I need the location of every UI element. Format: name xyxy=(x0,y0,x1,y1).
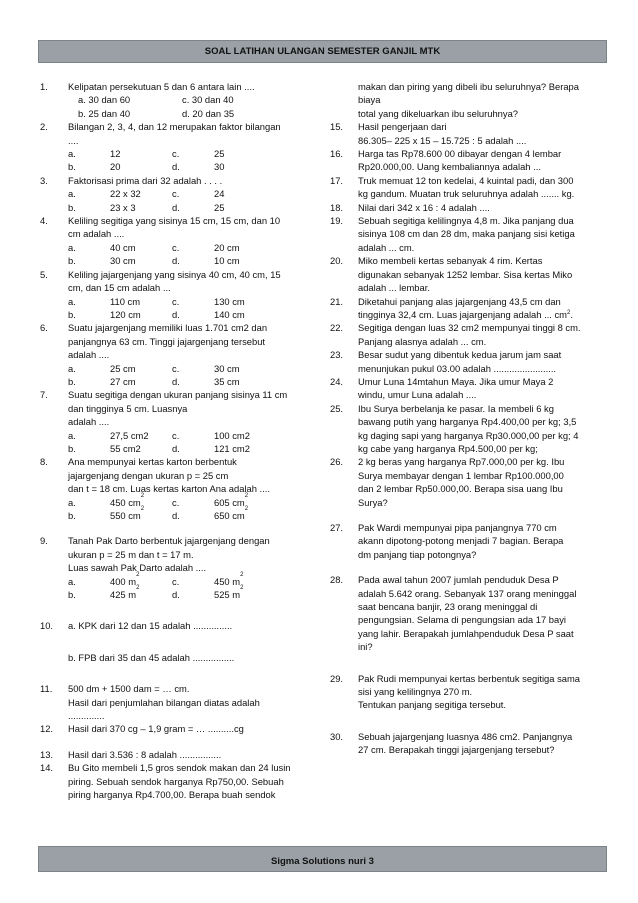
option-letter: d. xyxy=(172,201,180,213)
option-c: 130 cm xyxy=(214,295,245,307)
option-d: 35 cm xyxy=(214,375,240,387)
option-letter: b. xyxy=(68,201,76,213)
question-text: Sebuah jajargenjang luasnya 486 cm2. Panjangnya xyxy=(358,730,573,742)
option-letter: a. xyxy=(68,362,76,374)
question-26 xyxy=(330,455,610,509)
question-text: pengungsian. Selama di pengungsian ada 17 bayi xyxy=(358,614,566,626)
question-text: .............. xyxy=(68,710,105,722)
question-text: Rp20.000,00. Uang kembaliannya adalah ... xyxy=(358,161,541,173)
question-text: cm, dan 15 cm adalah ... xyxy=(68,282,171,294)
option-letter: c. xyxy=(172,362,180,374)
right-column xyxy=(330,80,610,757)
question-text: Keliling jajargenjang yang sisinya 40 cm, 40 cm, 15 xyxy=(68,268,281,280)
superscript: 2 xyxy=(136,585,140,592)
question-text: Panjang alasnya adalah ... cm. xyxy=(358,335,487,347)
option-c: 450 m xyxy=(214,575,241,587)
option-a: 450 cm xyxy=(110,496,141,508)
question-9 xyxy=(40,534,318,601)
option-letter: b. xyxy=(68,510,76,521)
question-text: 86.305– 225 x 15 – 15.725 : 5 adalah .... xyxy=(358,134,527,146)
question-number: 30. xyxy=(330,730,344,742)
option-letter: a. xyxy=(68,148,76,160)
option-letter: d. xyxy=(172,255,180,267)
question-text: adalah ... cm. xyxy=(358,241,415,253)
question-number: 22. xyxy=(330,322,344,334)
question-number: 13. xyxy=(40,748,54,760)
question-3 xyxy=(40,174,318,214)
question-text: saat bencana banjir, 23 orang meninggal di xyxy=(358,601,538,613)
question-14 xyxy=(40,761,318,801)
question-text: Miko membeli kertas sebanyak 4 rim. Kertas xyxy=(358,255,543,267)
question-text: adalah 5.642 orang. Sebanyak 137 orang meninggal xyxy=(358,587,577,599)
question-27 xyxy=(330,521,610,561)
question-text: Surya? xyxy=(358,496,388,508)
option-b: 425 m xyxy=(110,589,137,601)
question-text: Sebuah segitiga kelilingnya 4,8 m. Jika panjang dua xyxy=(358,215,574,227)
option-b: 23 x 3 xyxy=(110,201,136,213)
option-d: d. 20 dan 35 xyxy=(182,107,235,119)
question-text: dm panjang tiap potongnya? xyxy=(358,548,477,560)
option-c: c. 30 dan 40 xyxy=(182,94,234,106)
option-a: 22 x 32 xyxy=(110,188,141,200)
question-text: menunjukan pukul 03.00 adalah ........................ xyxy=(358,362,557,374)
superscript: 2 xyxy=(566,309,571,316)
question-number: 17. xyxy=(330,174,344,186)
option-c: 25 xyxy=(214,148,225,160)
question-2 xyxy=(40,120,318,174)
question-number: 9. xyxy=(40,535,48,547)
option-c: 20 cm xyxy=(214,241,240,253)
question-number: 12. xyxy=(40,723,54,735)
question-21 xyxy=(330,295,610,322)
question-number: 4. xyxy=(40,215,48,227)
question-number: 18. xyxy=(330,201,344,213)
superscript: 2 xyxy=(244,506,249,512)
question-text: Faktorisasi prima dari 32 adalah . . . . xyxy=(68,174,223,186)
question-text: Suatu segitiga dengan ukuran panjang sisinya 11 cm xyxy=(68,389,288,401)
question-text: sisinya 108 cm dan 28 dm, maka panjang sisi ketiga xyxy=(358,228,575,240)
option-b: b. 25 dan 40 xyxy=(78,107,131,119)
option-letter: b. xyxy=(68,442,76,454)
option-letter: d. xyxy=(172,589,180,601)
question-5 xyxy=(40,268,318,322)
question-20 xyxy=(330,254,610,294)
question-number: 15. xyxy=(330,121,344,133)
option-letter: d. xyxy=(172,510,180,521)
question-23 xyxy=(330,348,610,375)
option-c: 24 xyxy=(214,188,225,200)
question-text: piring. Sebuah sendok harganya Rp750,00. Sebuah xyxy=(68,775,284,787)
question-text: Suatu jajargenjang memiliki luas 1.701 cm2 dan xyxy=(68,322,268,334)
question-number: 23. xyxy=(330,349,344,361)
option-b: 20 xyxy=(110,161,121,173)
option-letter: c. xyxy=(172,429,180,441)
question-18 xyxy=(330,201,610,214)
superscript: 2 xyxy=(140,492,145,499)
question-text: Bu Gito membeli 1,5 gros sendok makan dan 24 lusin xyxy=(68,762,291,774)
question-number: 3. xyxy=(40,174,48,186)
option-letter: c. xyxy=(172,188,180,200)
question-number: 10. xyxy=(40,620,54,632)
option-letter: a. xyxy=(68,241,76,253)
question-text: Ibu Surya berbelanja ke pasar. Ia membeli 6 kg xyxy=(358,402,554,414)
question-12 xyxy=(40,722,318,735)
option-a: a. 30 dan 60 xyxy=(78,94,131,106)
option-letter: a. xyxy=(68,295,76,307)
question-text: sisi yang kelilingnya 270 m. xyxy=(358,686,473,698)
question-text: piring harganya Rp4.700,00. Berapa buah sendok xyxy=(68,789,276,801)
question-text: Pak Wardi mempunyai pipa panjangnya 770 cm xyxy=(358,522,557,533)
option-c: 30 cm xyxy=(214,362,240,374)
option-letter: d. xyxy=(172,161,180,173)
question-text: 27 cm. Berapakah tinggi jajargenjang tersebut? xyxy=(358,744,555,756)
question-number: 29. xyxy=(330,672,344,684)
question-text: Umur Luna 14mtahun Maya. Jika umur Maya 2 xyxy=(358,375,554,387)
option-letter: b. xyxy=(68,308,76,320)
question-text: windu, umur Luna adalah .... xyxy=(358,389,477,401)
option-a: 25 cm xyxy=(110,362,136,374)
question-text: Pak Rudi mempunyai kertas berbentuk segitiga sama xyxy=(358,672,580,684)
question-13 xyxy=(40,748,318,761)
left-column xyxy=(40,80,318,802)
option-a: 400 m xyxy=(110,575,137,587)
question-24 xyxy=(330,375,610,402)
question-22 xyxy=(330,321,610,348)
question-text: kg gandum. Muatan truk seluruhnya adalah ....... kg. xyxy=(358,188,575,200)
question-text: Diketahui panjang alas jajargenjang 43,5 cm dan xyxy=(358,295,561,307)
question-number: 1. xyxy=(40,81,48,92)
question-number: 25. xyxy=(330,402,344,414)
question-text: ini? xyxy=(358,641,373,653)
option-letter: c. xyxy=(172,295,180,307)
option-letter: c. xyxy=(172,148,180,160)
option-letter: b. xyxy=(68,589,76,601)
question-text: b. FPB dari 35 dan 45 adalah ................ xyxy=(68,651,235,663)
option-d: 25 xyxy=(214,201,225,213)
option-d: 30 xyxy=(214,161,225,173)
option-b: 55 cm2 xyxy=(110,442,141,454)
option-letter: a. xyxy=(68,496,76,508)
question-text: 500 dm + 1500 dam = … cm. xyxy=(68,683,190,695)
question-number: 16. xyxy=(330,148,344,160)
question-text: kg daging sapi yang harganya Rp30.000,00 per kg; 4 xyxy=(358,429,579,441)
question-19 xyxy=(330,214,610,254)
question-text: cm adalah .... xyxy=(68,228,125,240)
question-number: 8. xyxy=(40,456,48,468)
question-text: akann dipotong-potong menjadi 7 bagian. Berapa xyxy=(358,535,564,547)
question-text: .... xyxy=(68,134,79,146)
option-b: 30 cm xyxy=(110,255,136,267)
question-15 xyxy=(330,120,610,147)
question-text: Luas sawah Pak Darto adalah .... xyxy=(68,562,207,574)
superscript: 2 xyxy=(140,506,145,512)
option-letter: d. xyxy=(172,375,180,387)
option-letter: c. xyxy=(172,241,180,253)
question-text: Segitiga dengan luas 32 cm2 mempunyai tinggi 8 cm. xyxy=(358,322,581,334)
question-number: 14. xyxy=(40,762,54,774)
option-letter: a. xyxy=(68,188,76,200)
question-number: 7. xyxy=(40,389,48,401)
question-4 xyxy=(40,214,318,268)
superscript: 2 xyxy=(244,492,249,499)
question-number: 19. xyxy=(330,215,344,227)
question-text: Pada awal tahun 2007 jumlah penduduk Desa P xyxy=(358,574,559,586)
question-text: Besar sudut yang dibentuk kedua jarum jam saat xyxy=(358,349,562,361)
question-text: Keliling segitiga yang sisinya 15 cm, 15 cm, dan 10 xyxy=(68,215,281,227)
option-c: 100 cm2 xyxy=(214,429,250,441)
option-a: 40 cm xyxy=(110,241,136,253)
option-a: 27,5 cm2 xyxy=(110,429,149,441)
question-16 xyxy=(330,147,610,174)
question-25 xyxy=(330,402,610,456)
question-17 xyxy=(330,174,610,201)
question-text: panjangnya 63 cm. Tinggi jajargenjang tersebut xyxy=(68,335,266,347)
question-text: Hasil dari 370 cg – 1,9 gram = … ..........cg xyxy=(68,723,244,735)
question-7 xyxy=(40,388,318,455)
question-10 xyxy=(40,619,318,664)
question-text: Hasil pengerjaan dari xyxy=(358,121,447,133)
question-text: makan dan piring yang dibeli ibu seluruhnya? Berapa xyxy=(358,81,579,92)
question-text: bawang putih yang harganya Rp4.400,00 per kg; 3,5 xyxy=(358,416,577,428)
question-text: a. KPK dari 12 dan 15 adalah ............... xyxy=(68,620,233,632)
question-text: jajargenjang dengan ukuran p = 25 cm xyxy=(68,469,229,481)
option-letter: a. xyxy=(68,575,76,587)
question-text: dan t = 18 cm. Luas kertas karton Ana adalah .... xyxy=(68,483,270,495)
option-b: 27 cm xyxy=(110,375,136,387)
question-text: total yang dikeluarkan ibu seluruhnya? xyxy=(358,107,519,119)
question-text: kg cabe yang harganya Rp4.500,00 per kg; xyxy=(358,442,538,454)
question-number: 5. xyxy=(40,268,48,280)
question-number: 21. xyxy=(330,295,344,307)
question-14-continued xyxy=(330,80,610,120)
option-d: 525 m xyxy=(214,589,241,601)
question-text: Tentukan panjang segitiga tersebut. xyxy=(358,699,507,711)
question-6 xyxy=(40,321,318,388)
question-number: 24. xyxy=(330,375,344,387)
option-a: 110 cm xyxy=(110,295,141,307)
question-number: 28. xyxy=(330,574,344,586)
option-d: 140 cm xyxy=(214,308,245,320)
question-text: dan tingginya 5 cm. Luasnya xyxy=(68,402,188,414)
option-letter: c. xyxy=(172,496,180,508)
question-number: 6. xyxy=(40,322,48,334)
question-text: yang lahir. Berapakah jumlahpenduduk Desa P saat xyxy=(358,627,574,639)
question-text: Harga tas Rp78.600 00 dibayar dengan 4 lembar xyxy=(358,148,562,160)
question-number: 11. xyxy=(40,683,53,695)
footer-text: Sigma Solutions nuri 3 xyxy=(38,846,607,872)
option-letter: b. xyxy=(68,161,76,173)
question-number: 2. xyxy=(40,121,48,133)
question-text: Hasil dari 3.536 : 8 adalah ................ xyxy=(68,748,222,760)
question-text: adalah .... xyxy=(68,349,110,361)
option-letter: c. xyxy=(172,575,180,587)
option-d: 10 cm xyxy=(214,255,240,267)
question-text: biaya xyxy=(358,94,381,106)
option-a: 12 xyxy=(110,148,121,160)
question-29 xyxy=(330,672,610,712)
question-text: digunakan sebanyak 1252 lembar. Sisa kertas Miko xyxy=(358,268,573,280)
question-text-end: . xyxy=(570,308,573,320)
question-1 xyxy=(40,80,318,120)
option-letter: d. xyxy=(172,308,180,320)
question-11 xyxy=(40,682,318,722)
option-b: 550 cm xyxy=(110,510,141,521)
question-text: dan 2 lembar Rp50.000,00. Berapa sisa uang Ibu xyxy=(358,483,563,495)
question-text: 2 kg beras yang harganya Rp7.000,00 per kg. Ibu xyxy=(358,456,565,468)
question-text: Surya membayar dengan 1 lembar Rp100.000,00 xyxy=(358,469,564,481)
question-text: Hasil dari penjumlahan bilangan diatas adalah xyxy=(68,696,260,708)
question-number: 27. xyxy=(330,522,344,533)
option-letter: b. xyxy=(68,375,76,387)
option-letter: b. xyxy=(68,255,76,267)
question-text: Tanah Pak Darto berbentuk jajargenjang dengan xyxy=(68,535,270,547)
superscript: 2 xyxy=(240,585,244,592)
question-number: 26. xyxy=(330,456,344,468)
question-text: Kelipatan persekutuan 5 dan 6 antara lain .... xyxy=(68,81,255,92)
question-text: tingginya 32,4 cm. Luas jajargenjang adalah ... cm xyxy=(358,308,567,320)
question-text: Truk memuat 12 ton kedelai, 4 kuintal padi, dan 300 xyxy=(358,174,574,186)
option-letter: d. xyxy=(172,442,180,454)
question-text: Bilangan 2, 3, 4, dan 12 merupakan faktor bilangan xyxy=(68,121,281,133)
superscript: 2 xyxy=(240,571,244,578)
question-30 xyxy=(330,730,610,757)
header-title: SOAL LATIHAN ULANGAN SEMESTER GANJIL MTK xyxy=(38,40,607,63)
question-text: adalah .... xyxy=(68,416,110,428)
question-text: Nilai dari 342 x 16 : 4 adalah .... xyxy=(358,201,490,213)
question-text: adalah ... lembar. xyxy=(358,282,430,294)
question-text: ukuran p = 25 m dan t = 17 m. xyxy=(68,548,194,560)
option-letter: a. xyxy=(68,429,76,441)
superscript: 2 xyxy=(136,571,140,578)
question-28 xyxy=(330,573,610,653)
question-text: Ana mempunyai kertas karton berbentuk xyxy=(68,456,237,468)
option-c: 605 cm xyxy=(214,496,245,508)
option-d: 121 cm2 xyxy=(214,442,250,454)
question-number: 20. xyxy=(330,255,344,267)
question-8 xyxy=(40,455,318,522)
option-d: 650 cm xyxy=(214,510,245,521)
option-b: 120 cm xyxy=(110,308,141,320)
